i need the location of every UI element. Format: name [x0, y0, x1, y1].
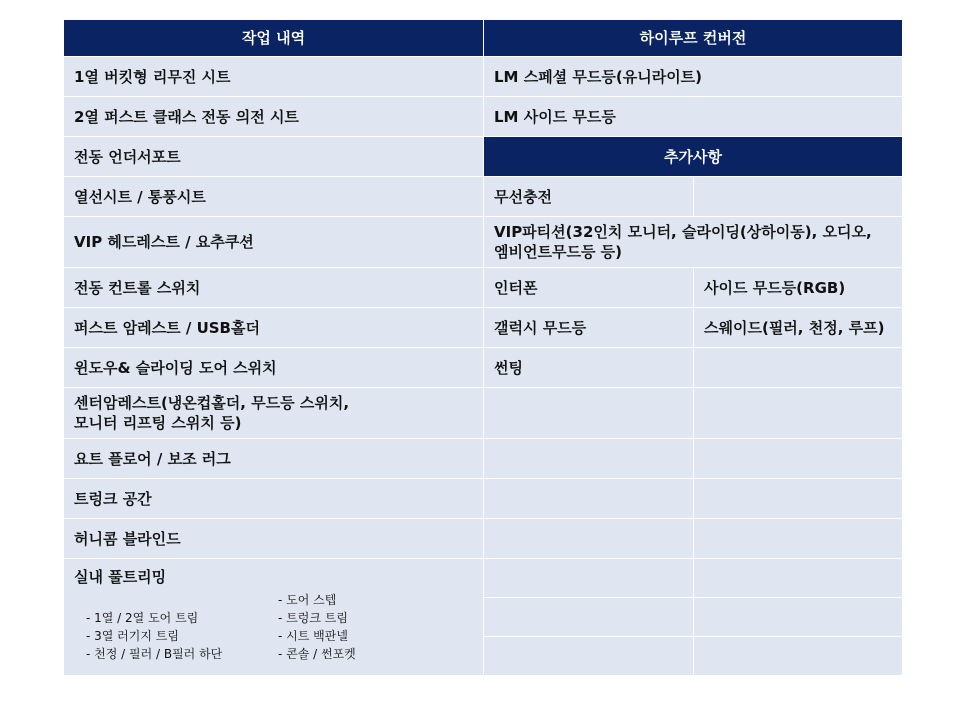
left-item-5: VIP 헤드레스트 / 요추쿠션 — [64, 217, 484, 268]
extras-tinting: 썬팅 — [484, 348, 694, 388]
header-work-history: 작업 내역 — [64, 20, 484, 57]
left-item-10: 요트 플로어 / 보조 러그 — [64, 439, 484, 479]
extras-empty-2 — [694, 348, 903, 388]
trimming-sub-list-left: - 1열 / 2열 도어 트림 - 3열 러기지 트림 - 천정 / 필러 / B필러 하단 — [86, 611, 223, 661]
extras-empty-4 — [694, 388, 903, 439]
extras-side-mood-rgb: 사이드 무드등(RGB) — [694, 268, 903, 308]
extras-empty-16 — [694, 637, 903, 676]
extras-empty-12 — [694, 559, 903, 598]
left-item-8: 윈도우& 슬라이딩 도어 스위치 — [64, 348, 484, 388]
extras-empty-3 — [484, 388, 694, 439]
left-item-2: 2열 퍼스트 클래스 전동 의전 시트 — [64, 97, 484, 137]
left-item-11: 트렁크 공간 — [64, 479, 484, 519]
hiroof-item-2: LM 사이드 무드등 — [484, 97, 903, 137]
extras-empty-8 — [694, 479, 903, 519]
extras-empty-5 — [484, 439, 694, 479]
extras-wireless-charging: 무선충전 — [484, 177, 694, 217]
extras-galaxy-mood: 갤럭시 무드등 — [484, 308, 694, 348]
work-table — [64, 20, 903, 676]
extras-empty-13 — [484, 598, 694, 637]
trimming-sub-list-right: - 도어 스텝 - 트렁크 트림 - 시트 백판넬 - 콘솔 / 썬포켓 — [278, 593, 356, 661]
left-item-3: 전동 언더서포트 — [64, 137, 484, 177]
extras-empty-7 — [484, 479, 694, 519]
extras-empty-11 — [484, 559, 694, 598]
extras-intercom: 인터폰 — [484, 268, 694, 308]
extras-empty-6 — [694, 439, 903, 479]
header-extras: 추가사항 — [484, 137, 903, 177]
left-item-1: 1열 버킷형 리무진 시트 — [64, 57, 484, 97]
left-item-6: 전동 컨트롤 스위치 — [64, 268, 484, 308]
extras-empty-14 — [694, 598, 903, 637]
extras-empty-10 — [694, 519, 903, 559]
header-hiroof-conversion: 하이루프 컨버전 — [484, 20, 903, 57]
extras-empty-1 — [694, 177, 903, 217]
hiroof-item-1: LM 스페셜 무드등(유니라이트) — [484, 57, 903, 97]
extras-suede: 스웨이드(필러, 천정, 루프) — [694, 308, 903, 348]
extras-empty-15 — [484, 637, 694, 676]
left-item-4: 열선시트 / 통풍시트 — [64, 177, 484, 217]
left-item-9: 센터암레스트(냉온컵홀더, 무드등 스위치, 모니터 리프팅 스위치 등) — [64, 388, 484, 439]
extras-empty-9 — [484, 519, 694, 559]
left-item-12: 허니콤 블라인드 — [64, 519, 484, 559]
extras-vip-partition: VIP파티션(32인치 모니터, 슬라이딩(상하이동), 오디오, 엠비언트무드등 등) — [484, 217, 903, 268]
left-item-13: 실내 풀트리밍 - 1열 / 2열 도어 트림 - 3열 러기지 트림 - 천정 / 필러 / B필러 하단 - 도어 스텝 - 트렁크 트림 - 시트 백판넬 - 콘솔 / 썬포켓 — [64, 559, 484, 676]
left-item-7: 퍼스트 암레스트 / USB홀더 — [64, 308, 484, 348]
